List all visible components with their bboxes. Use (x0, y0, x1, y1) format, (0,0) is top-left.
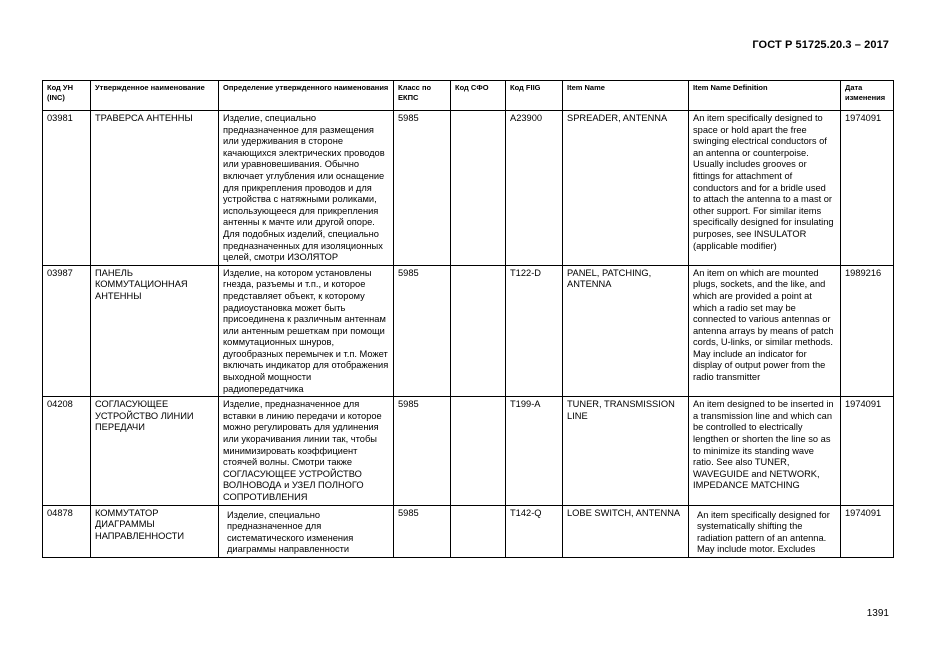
cell-inc: 03987 (43, 265, 91, 397)
cell-fiig: T122-D (506, 265, 563, 397)
cell-name-definition (219, 505, 394, 557)
table-row (43, 265, 894, 397)
cell-fiig: T142-Q (506, 505, 563, 557)
cell-item-definition: An item on which are mounted plugs, sockets, and the like, and which are provided a point at which a radio set may be connected to various antennas or antenna arrays by means of patch cords, U-links, or similar methods. May include an indicator for display of output power from the radio transmitter (689, 265, 841, 397)
cell-class: 5985 (394, 505, 451, 557)
cell-item-definition-text: An item specifically designed for systematically shifting the radiation pattern of an antenna. May include motor. Excludes (697, 509, 830, 555)
cell-item-name: TUNER, TRANSMISSION LINE (563, 397, 689, 505)
cell-fiig: A23900 (506, 111, 563, 266)
cell-name-definition-text: Изделие, специально предназначенное для систематического изменения диаграммы направленности (227, 509, 354, 555)
cell-change-date: 1974091 (841, 111, 894, 266)
cell-item-definition (689, 505, 841, 557)
table-row (43, 397, 894, 505)
cell-sfo (451, 111, 506, 266)
cell-name-definition: Изделие, на котором установлены гнезда, разъемы и т.п., и которое представляет объект, к которому радиоустановка может быть присоединена к различным антеннам или антенным решеткам при помощи коммутационных шнуров, дугообразных перемычек и т.п. Может включать индикатор для отображения выходной мощности радиопередатчика (219, 265, 394, 397)
cell-name-definition: Изделие, специально предназначенное для размещения или удерживания в стороне качающихся электрических проводов или уравновешивания. Обычно включает углубления или оснащение для прикрепления проводов и для устройства с натяжными роликами, использующееся для прикрепления антенны к мачте или другой опоре. Для подобных изделий, специально предназначенных для изоляционных целей, смотри ИЗОЛЯТОР (219, 111, 394, 266)
column-header-change-date: Дата изменения (841, 81, 894, 111)
column-header-approved-name: Утвержденное наименование (91, 81, 219, 111)
cell-item-name: LOBE SWITCH, ANTENNA (563, 505, 689, 557)
table-header-row (43, 81, 894, 111)
column-header-sfo: Код СФО (451, 81, 506, 111)
column-header-fiig: Код FIIG (506, 81, 563, 111)
cell-item-definition: An item specifically designed to space or hold apart the free swinging electrical conductors of an antenna or counterpoise. Usually includes grooves or fittings for attachment of conductors and for a bridle used to attach the antenna to a mast or other support. For similar items specifically designed for insulating purposes, see INSULATOR (applicable modifier) (689, 111, 841, 266)
cell-name-definition: Изделие, предназначенное для вставки в линию передачи и которое можно регулировать для удлинения или укорачивания линии так, чтобы минимизировать коэффициент стоячей волны. Смотри также СОГЛАСУЮЩЕЕ УСТРОЙСТВО ВОЛНОВОДА и УЗЕЛ ПОЛНОГО СОПРОТИВЛЕНИЯ (219, 397, 394, 505)
catalog-table (42, 80, 894, 558)
column-header-item-name: Item Name (563, 81, 689, 111)
column-header-name-definition: Определение утвержденного наименования (219, 81, 394, 111)
cell-fiig: T199-A (506, 397, 563, 505)
cell-item-name: PANEL, PATCHING, ANTENNA (563, 265, 689, 397)
page-number: 1391 (866, 608, 889, 619)
cell-inc: 04208 (43, 397, 91, 505)
cell-class: 5985 (394, 111, 451, 266)
cell-approved-name: ПАНЕЛЬ КОММУТАЦИОННАЯ АНТЕННЫ (91, 265, 219, 397)
column-header-inc: Код УН (INC) (43, 81, 91, 111)
document-standard-header: ГОСТ Р 51725.20.3 – 2017 (752, 39, 889, 51)
cell-sfo (451, 505, 506, 557)
column-header-class: Класс по ЕКПС (394, 81, 451, 111)
cell-approved-name: СОГЛАСУЮЩЕЕ УСТРОЙСТВО ЛИНИИ ПЕРЕДАЧИ (91, 397, 219, 505)
cell-approved-name: КОММУТАТОР ДИАГРАММЫ НАПРАВЛЕННОСТИ (91, 505, 219, 557)
cell-sfo (451, 397, 506, 505)
cell-change-date: 1974091 (841, 397, 894, 505)
cell-approved-name: ТРАВЕРСА АНТЕННЫ (91, 111, 219, 266)
cell-sfo (451, 265, 506, 397)
cell-change-date: 1974091 (841, 505, 894, 557)
cell-item-name: SPREADER, ANTENNA (563, 111, 689, 266)
table-row (43, 111, 894, 266)
cell-class: 5985 (394, 265, 451, 397)
cell-change-date: 1989216 (841, 265, 894, 397)
cell-inc: 04878 (43, 505, 91, 557)
table-row (43, 505, 894, 557)
cell-inc: 03981 (43, 111, 91, 266)
cell-class: 5985 (394, 397, 451, 505)
cell-item-definition: An item designed to be inserted in a transmission line and which can be controlled to electrically lengthen or shorten the line so as to minimize its standing wave ratio. See also TUNER, WAVEGUIDE and NETWORK, IMPEDANCE MATCHING (689, 397, 841, 505)
column-header-item-definition: Item Name Definition (689, 81, 841, 111)
